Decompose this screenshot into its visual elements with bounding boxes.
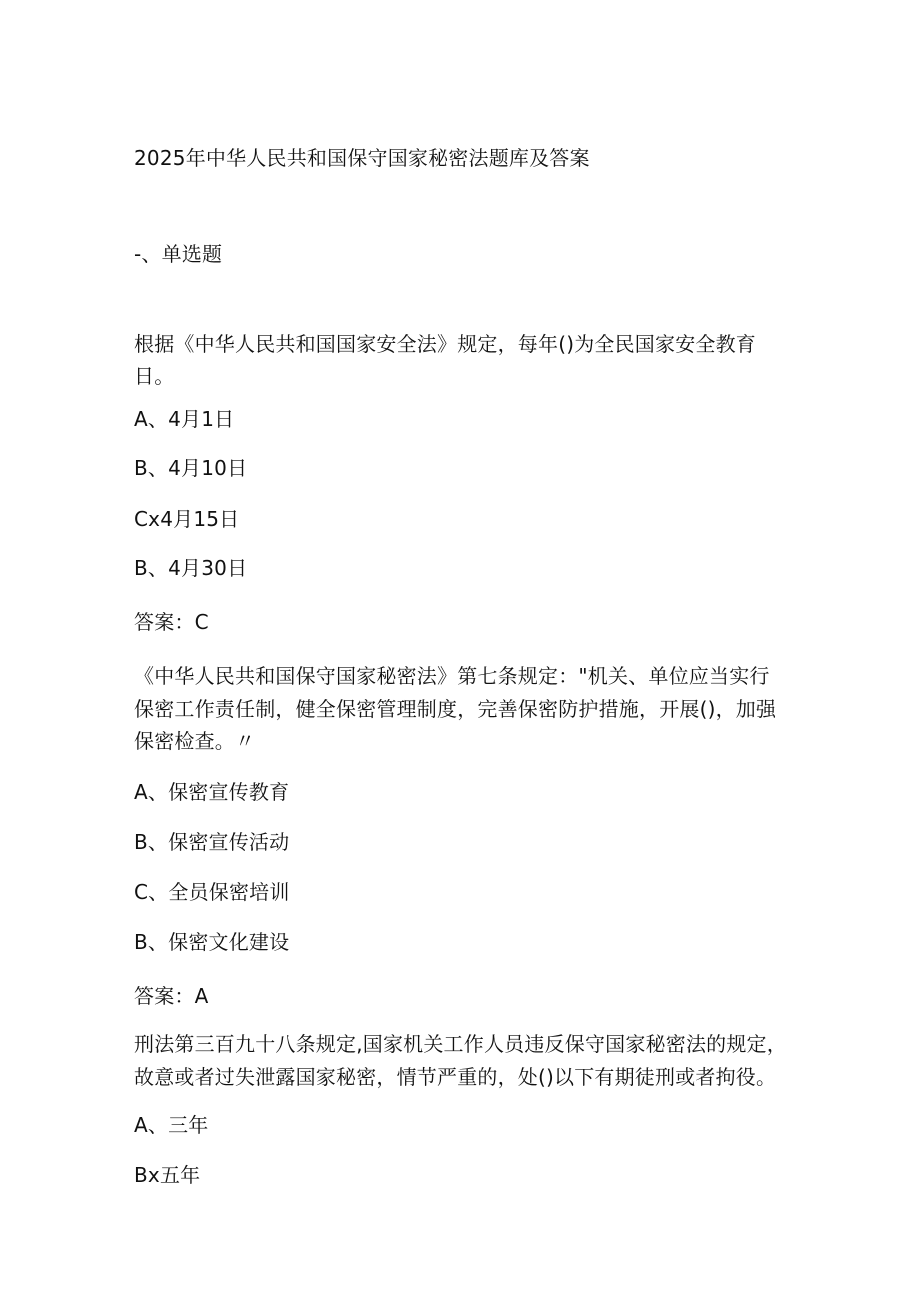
question-2-option-a: A、保密宣传教育 xyxy=(134,780,290,804)
question-3-stem-line-2: 故意或者过失泄露国家秘密，情节严重的，处()以下有期徒刑或者拘役。 xyxy=(134,1065,777,1089)
question-2-option-c: C、全员保密培训 xyxy=(134,880,290,904)
question-3-option-a: A、三年 xyxy=(134,1113,209,1137)
question-2-stem-line-1: 《中华人民共和国保守国家秘密法》第七条规定："机关、单位应当实行 xyxy=(134,664,770,688)
question-2-stem-line-2: 保密工作责任制，健全保密管理制度，完善保密防护措施，开展()，加强 xyxy=(134,697,777,721)
question-2-option-d: B、保密文化建设 xyxy=(134,930,290,954)
question-3-option-b: Bx五年 xyxy=(134,1163,201,1187)
question-1-option-a: A、4月1日 xyxy=(134,407,235,431)
question-3-stem-line-1: 刑法第三百九十八条规定,国家机关工作人员违反保守国家秘密法的规定， xyxy=(134,1032,787,1056)
document-title: 2025年中华人民共和国保守国家秘密法题库及答案 xyxy=(134,146,590,170)
question-1-stem-line-2: 日。 xyxy=(134,364,175,388)
question-1-answer: 答案：C xyxy=(134,610,209,634)
question-1-option-c: Cx4月15日 xyxy=(134,507,240,531)
question-2-answer: 答案：A xyxy=(134,984,209,1008)
question-1-option-b: B、4月10日 xyxy=(134,456,248,480)
section-heading: -、单选题 xyxy=(134,242,223,266)
question-2-stem-line-3: 保密检查。〃 xyxy=(134,729,256,753)
question-1-stem-line-1: 根据《中华人民共和国国家安全法》规定，每年()为全民国家安全教育 xyxy=(134,332,757,356)
question-1-option-d: B、4月30日 xyxy=(134,556,248,580)
question-2-option-b: B、保密宣传活动 xyxy=(134,830,290,854)
